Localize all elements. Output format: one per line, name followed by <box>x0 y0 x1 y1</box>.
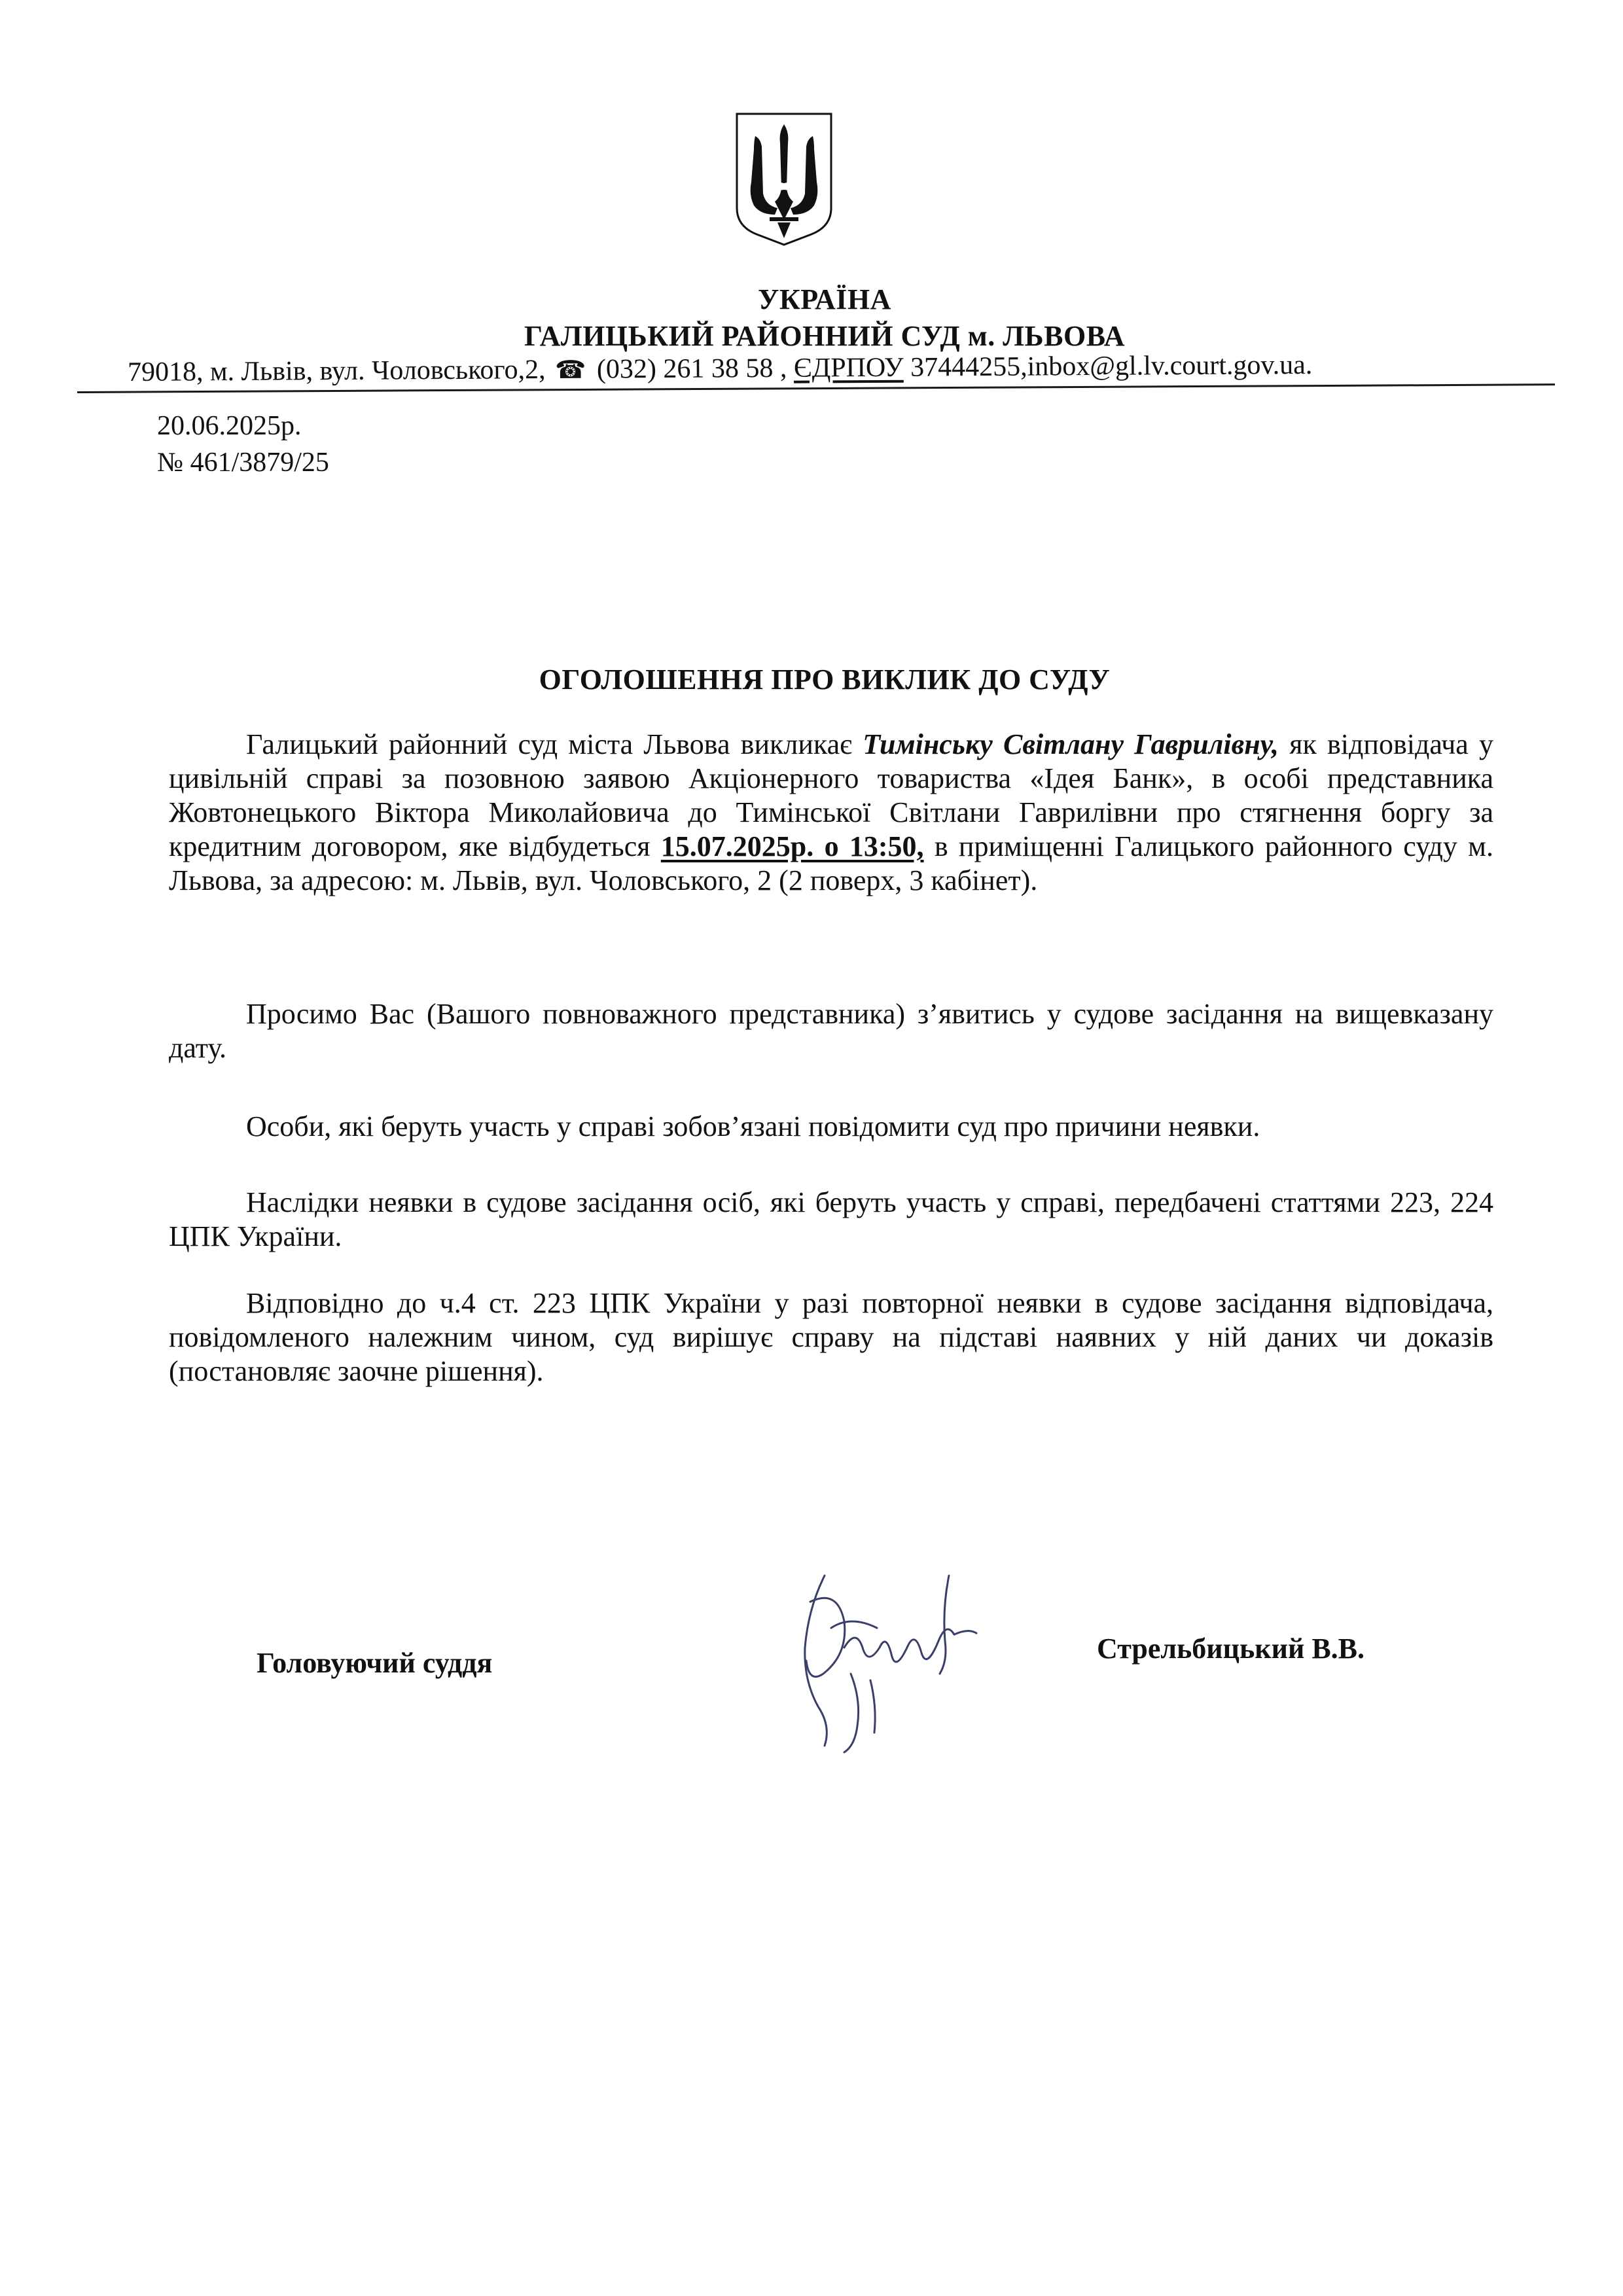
coat-of-arms-icon <box>732 110 836 247</box>
hearing-datetime: 15.07.2025р. о 13:50, <box>660 830 924 862</box>
defendant-name: Тимінську Світлану Гаврилівну, <box>863 728 1279 760</box>
paragraph-summons <box>169 728 1493 898</box>
court-edrpou-email: 37444255,inbox@gl.lv.court.gov.ua. <box>903 349 1313 383</box>
document-date: 20.06.2025р. <box>157 411 302 441</box>
header-court-name: ГАЛИЦЬКИЙ РАЙОННИЙ СУД м. ЛЬВОВА <box>524 320 1126 352</box>
edrpou-label: ЄДРПОУ <box>793 352 904 383</box>
request-text: Просимо Вас (Вашого повноважного представника) з’явитись у судове засідання на вищевказану дату. <box>169 998 1493 1064</box>
header-country: УКРАЇНА <box>758 283 891 315</box>
court-contacts <box>128 347 1548 389</box>
consequences-text: Наслідки неявки в судове засідання осіб, які беруть участь у справі, передбачені статтями 223, 224 ЦПК України. <box>169 1186 1493 1252</box>
summons-text-middle: як відповідача у цивільній справі за позовною заявою Акціонерного товариства «Ідея Банк», в особі представника Жовтонецького Віктора Миколайовича до Тимінської Світлани Гаврилівни про стягнення боргу за кредитним договором, яке відбудеться <box>169 728 1493 862</box>
case-number: № 461/3879/25 <box>157 448 329 478</box>
court-address: 79018, м. Львів, вул. Чоловського,2, <box>127 355 546 387</box>
default-judgment-text: Відповідно до ч.4 ст. 223 ЦПК України у разі повторної неявки в судове засідання відповідача, повідомленого належним чином, суд вирішує справу на підставі наявних у ній даних чи доказів (постановляє заочне рішення). <box>169 1287 1493 1387</box>
paragraph-default-judgment <box>169 1286 1493 1388</box>
paragraph-notify <box>169 1110 1493 1144</box>
paragraph-request <box>169 997 1493 1065</box>
paragraph-consequences <box>169 1186 1493 1254</box>
telephone-icon: ☎ <box>554 356 586 385</box>
court-phone: (032) 261 38 58 , <box>596 353 787 385</box>
handwritten-signature <box>746 1549 995 1759</box>
notify-text: Особи, які беруть участь у справі зобов’язані повідомити суд про причини неявки. <box>246 1110 1260 1142</box>
signatory-role: Головуючий суддя <box>257 1647 493 1679</box>
signatory-name: Стрельбицький В.В. <box>1097 1633 1365 1665</box>
summons-text-end: в приміщенні Галицького районного суду м. Львова, за адресою: м. Львів, вул. Чоловського, 2 (2 поверх, 3 кабінет). <box>169 830 1493 896</box>
document-title: ОГОЛОШЕННЯ ПРО ВИКЛИК ДО СУДУ <box>539 663 1111 696</box>
summons-text-start: Галицький районний суд міста Львова викликає <box>246 728 863 760</box>
